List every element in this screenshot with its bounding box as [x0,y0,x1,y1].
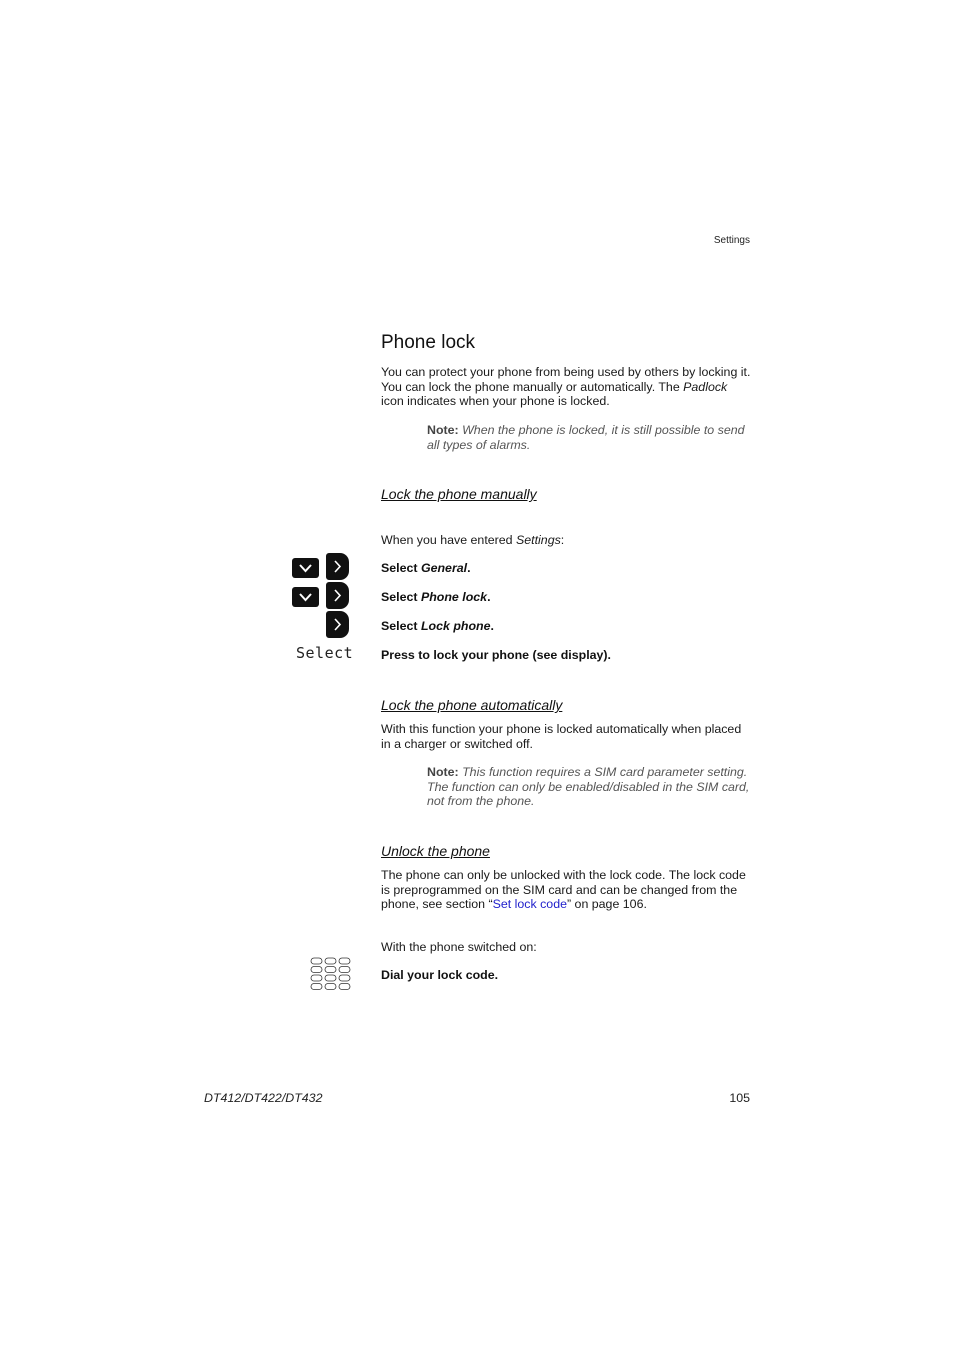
automatic-paragraph: With this function your phone is locked automatically when placed in a charger or switched off. [381,722,742,751]
intro-text-before: You can protect your phone from being used by others by locking it. You can lock the phone manually or automatically. The [381,365,751,394]
note-text: When the phone is locked, it is still possible to send all types of alarms. [427,423,745,452]
manual-lead [381,533,564,547]
unlock-lead: With the phone switched on: [381,940,537,954]
step-emph: General [420,561,468,575]
note-label: Note: [427,423,459,437]
note-alarms [427,423,752,452]
unlock-paragraph [381,868,751,912]
heading-lock-automatically: Lock the phone automatically [381,697,563,713]
step-emph: Phone lock [420,590,488,604]
down-arrow-key-icon [292,587,319,607]
unlock-text-after: ” on page 106. [566,897,647,911]
intro-padlock-term: Padlock [683,379,728,394]
note-text: This function requires a SIM card parameter setting. The function can only be enabled/disabled in the SIM card, not from the phone. [427,765,750,808]
intro-paragraph [381,365,751,409]
note-label: Note: [427,765,459,779]
unlock-text-before: The phone can only be unlocked with the lock code. The lock code is preprogrammed on the SIM card and can be changed from the phone, see section “ [381,868,746,911]
step-dial-lock-code: Dial your lock code. [381,968,499,982]
step-post: . [467,561,471,575]
step-select-phone-lock [381,590,491,604]
page-title: Phone lock [381,332,476,353]
step-press-to-lock: Press to lock your phone (see display). [381,648,611,662]
set-lock-code-link[interactable]: Set lock code [492,897,567,911]
page-number: 105 [729,1091,750,1105]
step-post: . [490,619,494,633]
footer-model: DT412/DT422/DT432 [204,1091,323,1105]
right-arrow-key-icon [326,582,349,609]
note-sim-parameter [427,765,752,809]
step-pre: Select [381,619,421,633]
manual-lead-settings: Settings [516,533,561,547]
heading-lock-manually: Lock the phone manually [381,486,537,502]
keypad-icon [310,957,351,991]
manual-lead-before: When you have entered [381,533,517,547]
step-post: . [487,590,491,604]
manual-lead-after: : [560,533,565,547]
right-arrow-key-icon [326,611,349,638]
down-arrow-key-icon [292,558,319,578]
softkey-select-label: Select [296,644,354,662]
step-pre: Select [381,590,421,604]
step-emph: Lock phone [420,619,491,633]
step-pre: Select [381,561,421,575]
right-arrow-key-icon [326,553,349,580]
intro-text-after: icon indicates when your phone is locked. [381,394,610,408]
step-select-general [381,561,471,575]
step-select-lock-phone [381,619,494,633]
heading-unlock: Unlock the phone [381,843,490,859]
running-header: Settings [713,235,750,246]
